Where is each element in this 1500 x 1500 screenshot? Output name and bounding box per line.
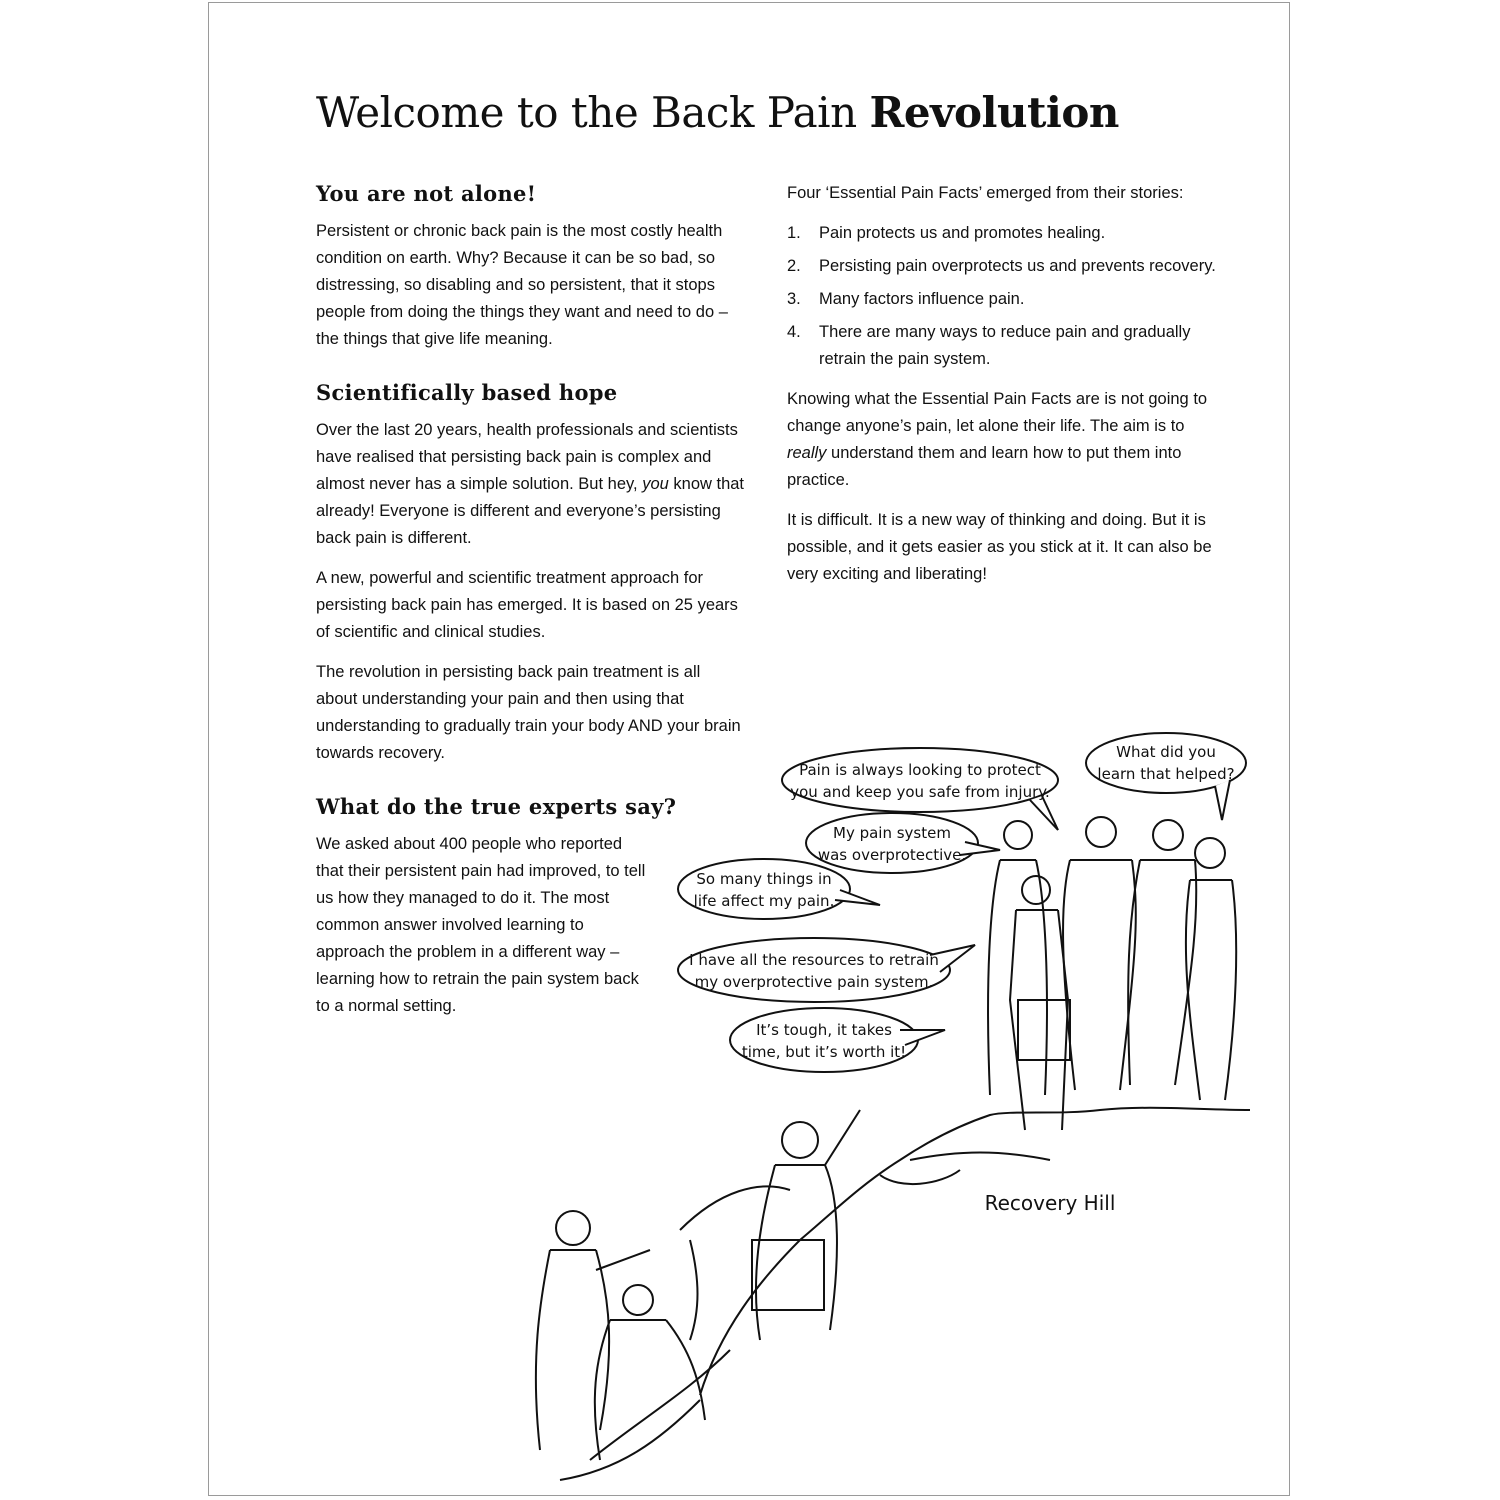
- bubble-text: My pain system: [833, 824, 951, 842]
- bubble-text: time, but it’s worth it!: [741, 1043, 907, 1061]
- paragraph-experts: We asked about 400 people who reported that their persistent pain had improved, to tell us how they managed to do it. The most common answer involved learning to approach the problem in a different way – learning how to retrain the pain system back to a normal setting.: [316, 835, 646, 1015]
- speech-bubble: [730, 1008, 918, 1072]
- page-title: Welcome to the Back Pain Revolution: [316, 88, 1119, 137]
- bubble-text: you and keep you safe from injury.: [790, 783, 1050, 801]
- bubble-text: So many things in: [696, 870, 832, 888]
- list-item: 4. There are many ways to reduce pain and gradually retrain the pain system.: [787, 323, 1191, 368]
- paragraph-hope-3: The revolution in persisting back pain treatment is all about understanding your pain and then using that understanding to gradually train your body AND your brain towards recovery.: [316, 663, 741, 762]
- speech-bubble: [782, 748, 1058, 812]
- list-item: 2. Persisting pain overprotects us and prevents recovery.: [787, 257, 1216, 275]
- bubble-text: It’s tough, it takes: [756, 1021, 892, 1039]
- heading-hope: Scientifically based hope: [316, 380, 618, 405]
- standing-people: [988, 817, 1236, 1130]
- speech-bubble: [806, 813, 978, 873]
- speech-bubble: [678, 859, 850, 919]
- bubble-text: life affect my pain.: [693, 892, 835, 910]
- bubble-text: my overprotective pain system.: [694, 973, 934, 991]
- hill-line: [700, 1108, 1250, 1395]
- facts-intro: Four ‘Essential Pain Facts’ emerged from their stories:: [787, 184, 1184, 202]
- speech-bubble: [678, 938, 950, 1002]
- bubble-text: Pain is always looking to protect: [799, 761, 1041, 779]
- bubble-text: I have all the resources to retrain: [689, 951, 939, 969]
- paragraph-hope-1: Over the last 20 years, health professionals and scientists have realised that persisting back pain is complex and almost never has a simple solution. But hey, you know that already! Everyone is different and everyone’s persisting back pain is different.: [316, 421, 745, 547]
- bubble-text: What did you: [1116, 743, 1216, 761]
- paragraph-hope-2: A new, powerful and scientific treatment approach for persisting back pain has emerged. It is based on 25 years of scientific and clinical studies.: [316, 569, 738, 641]
- paragraph-essential-facts: Knowing what the Essential Pain Facts are is not going to change anyone’s pain, let alone their life. The aim is to really understand them and learn how to put them into practice.: [787, 390, 1208, 489]
- climbing-people: [536, 1110, 860, 1460]
- bubble-text: was overprotective.: [817, 846, 967, 864]
- recovery-hill-label: Recovery Hill: [984, 1191, 1116, 1215]
- list-item: 3. Many factors influence pain.: [787, 290, 1025, 308]
- heading-experts: What do the true experts say?: [316, 794, 677, 819]
- heading-not-alone: You are not alone!: [316, 181, 537, 206]
- paragraph-not-alone: Persistent or chronic back pain is the most costly health condition on earth. Why? Because it can be so bad, so distressing, so disabling and so persistent, that it stops people from doing the things they want and need to do – the things that give life meaning.: [316, 222, 728, 348]
- paragraph-difficult: It is difficult. It is a new way of thinking and doing. But it is possible, and it gets easier as you stick at it. It can also be very exciting and liberating!: [787, 511, 1212, 583]
- bubble-text: learn that helped?: [1097, 765, 1235, 783]
- list-item: 1. Pain protects us and promotes healing.: [787, 224, 1106, 242]
